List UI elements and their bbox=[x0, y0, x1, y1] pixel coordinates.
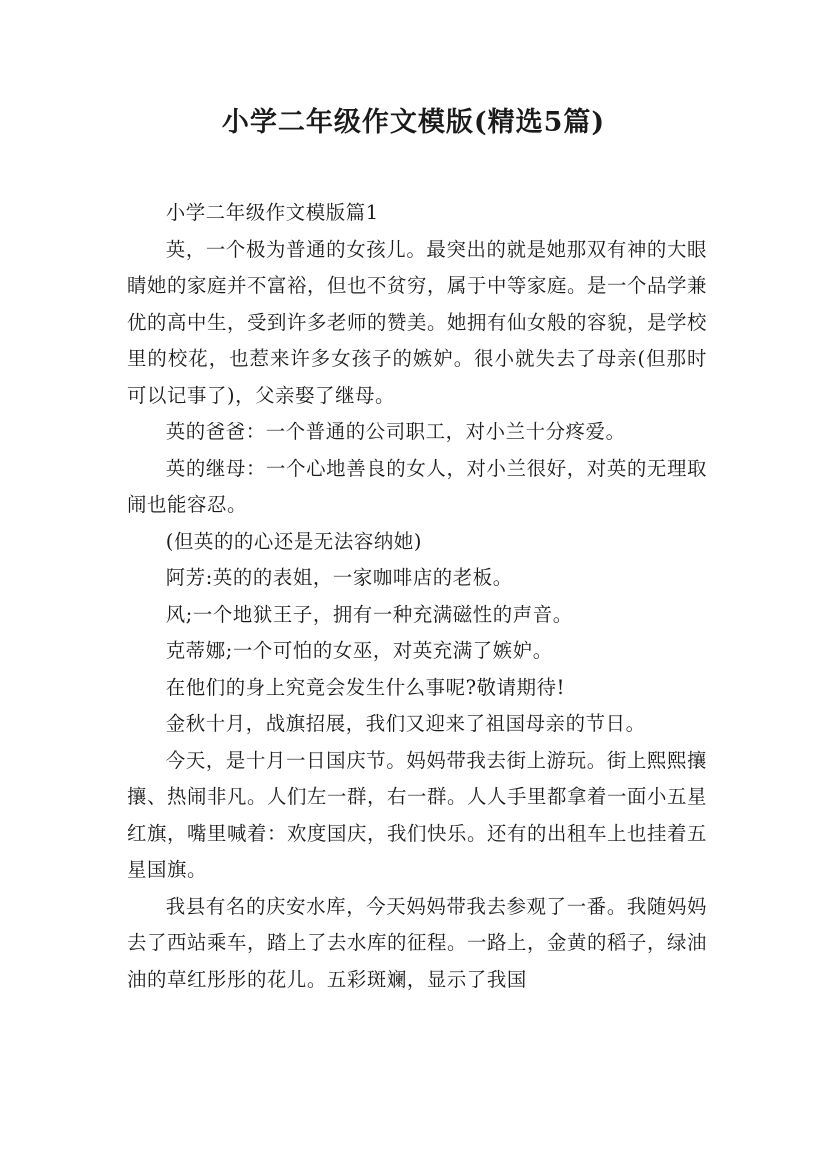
paragraph: 阿芳:英的的表姐，一家咖啡店的老板。 bbox=[165, 566, 513, 589]
paragraph: 风;一个地狱王子，拥有一种充满磁性的声音。 bbox=[165, 602, 573, 626]
paragraph: 在他们的身上究竟会发生什么事呢?敬请期待! bbox=[165, 675, 566, 699]
document-body bbox=[127, 195, 707, 998]
paragraph: 英的继母：一个心地善良的女人，对小兰很好，对英的无理取闹也能容忍。 bbox=[127, 456, 707, 516]
paragraph: 金秋十月，战旗招展，我们又迎来了祖国母亲的节日。 bbox=[165, 712, 646, 735]
paragraph: 英，一个极为普通的女孩儿。最突出的就是她那双有神的大眼睛她的家庭并不富裕，但也不贫穷，属于中等家庭。是一个品学兼优的高中生，受到许多老师的赞美。她拥有仙女般的容貌，是学校里的校花，也惹来许多女孩子的嫉妒。很小就失去了母亲(但那时可以记事了)，父亲娶了继母。 bbox=[127, 237, 707, 407]
document-title: 小学二年级作文模版(精选5篇) bbox=[221, 107, 606, 138]
section-heading: 小学二年级作文模版篇1 bbox=[165, 201, 379, 224]
paragraph: 英的爸爸：一个普通的公司职工，对小兰十分疼爱。 bbox=[165, 420, 626, 443]
paragraph: (但英的的心还是无法容纳她) bbox=[165, 529, 423, 553]
paragraph: 今天，是十月一日国庆节。妈妈带我去街上游玩。街上熙熙攘攘、热闹非凡。人们左一群，右一群。人人手里都拿着一面小五星红旗，嘴里喊着：欢度国庆，我们快乐。还有的出租车上也挂着五星国旗。 bbox=[127, 748, 707, 881]
paragraph: 我县有名的庆安水库，今天妈妈带我去参观了一番。我随妈妈去了西站乘车，踏上了去水库的征程。一路上，金黄的稻子，绿油油的草红彤彤的花儿。五彩斑斓，显示了我国 bbox=[127, 894, 707, 991]
paragraph: 克蒂娜;一个可怕的女巫，对英充满了嫉妒。 bbox=[165, 639, 553, 662]
